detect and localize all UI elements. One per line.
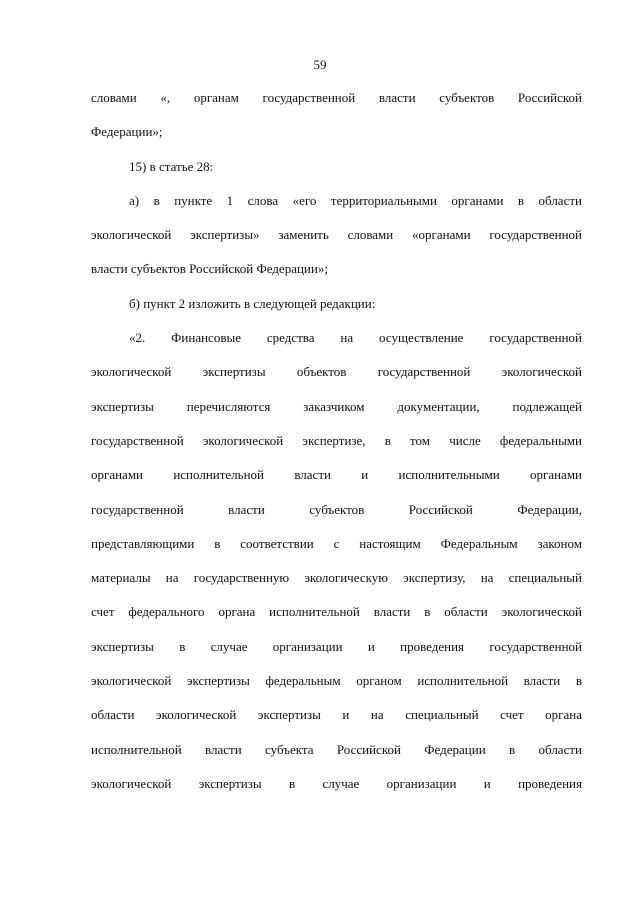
text-line: органами исполнительной власти и исполнительными органами <box>91 467 582 483</box>
document-body <box>91 88 582 808</box>
text-line: экспертизы перечисляются заказчиком документации, подлежащей <box>91 398 582 414</box>
text-line: б) пункт 2 изложить в следующей редакции: <box>129 295 376 311</box>
text-line: представляющими в соответствии с настоящим Федеральным законом <box>91 535 582 551</box>
text-line: материалы на государственную экологическую экспертизу, на специальный <box>91 570 582 586</box>
text-line: «2. Финансовые средства на осуществление государственной <box>129 330 582 346</box>
text-line: экологической экспертизы федеральным органом исполнительной власти в <box>91 673 582 689</box>
text-line: исполнительной власти субъекта Российской Федерации в области <box>91 741 582 757</box>
text-line: словами «, органам государственной власти субъектов Российской <box>91 90 582 105</box>
page-number: 59 <box>313 57 327 72</box>
text-line: 15) в статье 28: <box>129 158 214 174</box>
text-line: государственной экологической экспертизе, в том числе федеральными <box>91 432 582 448</box>
text-line: экологической экспертизы объектов государственной экологической <box>91 364 582 380</box>
text-line: области экологической экспертизы и на специальный счет органа <box>91 707 582 723</box>
text-line: экологической экспертизы» заменить словами «органами государственной <box>91 227 582 243</box>
text-line: государственной власти субъектов Российской Федерации, <box>91 501 582 517</box>
text-line: Федерации»; <box>91 124 163 140</box>
text-line: экспертизы в случае организации и проведения государственной <box>91 638 582 654</box>
text-line: а) в пункте 1 слова «его территориальными органами в области <box>129 192 582 208</box>
text-line: счет федерального органа исполнительной власти в области экологической <box>91 604 582 620</box>
text-line: власти субъектов Российской Федерации»; <box>91 261 328 277</box>
text-line: экологической экспертизы в случае организации и проведения <box>91 775 582 791</box>
